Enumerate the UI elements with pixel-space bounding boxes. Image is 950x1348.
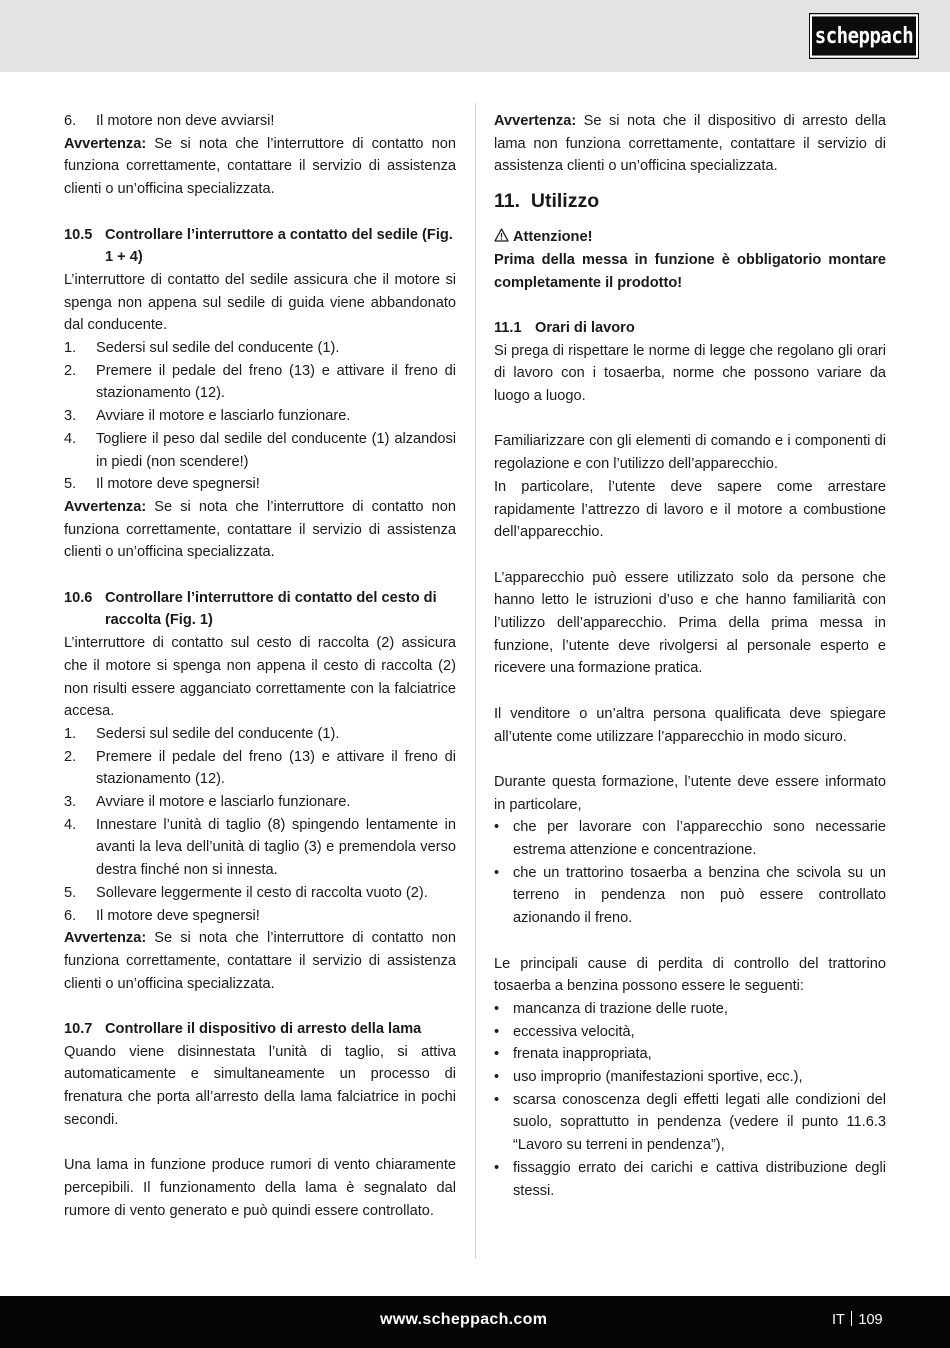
attention-text: Prima della messa in funzione è obbligatorio montare completamente il prodotto! xyxy=(494,251,886,291)
section-heading-10-7 xyxy=(64,1018,456,1041)
chapter-number: 11. xyxy=(494,190,521,213)
bullet-text: eccessiva velocità, xyxy=(513,1023,635,1040)
list-text: Sedersi sul sedile del conducente (1). xyxy=(96,725,340,742)
scheppach-logo: scheppach xyxy=(810,14,918,58)
header-bar xyxy=(0,0,950,72)
bullet-symbol: • xyxy=(494,1046,500,1063)
list-number: 4. xyxy=(64,816,77,833)
list-text: Premere il pedale del freno (13) e attivare il freno di stazionamento (12). xyxy=(96,362,456,402)
warning-paragraph xyxy=(64,496,456,564)
list-text: Il motore deve spegnersi! xyxy=(96,907,260,924)
paragraph: Quando viene disinnestata l’unità di taglio, si attiva automaticamente e simultaneamente un processo di frenatura che porta all’arresto della lama falciatrice in pochi secondi. xyxy=(64,1043,456,1128)
list-text: Il motore non deve avviarsi! xyxy=(96,113,275,129)
warning-triangle-icon xyxy=(494,228,509,242)
column-divider xyxy=(475,103,476,1259)
warning-label: Avvertenza: xyxy=(64,498,147,515)
bullet-text: che per lavorare con l’apparecchio sono necessarie estrema attenzione e concentrazione. xyxy=(513,819,886,859)
paragraph: Il venditore o un’altra persona qualificata deve spiegare all’utente come utilizzare l’apparecchio in modo sicuro. xyxy=(494,705,886,745)
warning-text: Se si nota che l’interruttore di contatto non funziona correttamente, contattare il servizio di assistenza clienti o un’officina specializzata. xyxy=(64,135,456,198)
list-item xyxy=(64,791,456,814)
warning-text: Se si nota che l’interruttore di contatto non funziona correttamente, contattare il servizio di assistenza clienti o un’officina specializzata. xyxy=(64,930,456,992)
section-title: Controllare il dispositivo di arresto della lama xyxy=(105,1021,422,1038)
paragraph: Durante questa formazione, l’utente deve essere informato in particolare, xyxy=(494,773,886,813)
bullet-list xyxy=(494,998,886,1202)
list-number: 1. xyxy=(64,340,77,357)
list-item xyxy=(64,905,456,928)
list-item xyxy=(64,814,456,882)
list-text: Togliere il peso dal sedile del conducente (1) alzandosi in piedi (non scendere!) xyxy=(96,430,456,470)
list-text: Avviare il motore e lasciarlo funzionare. xyxy=(96,408,351,425)
section-number: 10.5 xyxy=(64,226,93,243)
list-text: Avviare il motore e lasciarlo funzionare. xyxy=(96,794,351,811)
paragraph: Familiarizzare con gli elementi di comando e i componenti di regolazione e con l’utilizzo dell’apparecchio. xyxy=(494,433,886,473)
list-number: 3. xyxy=(64,794,77,811)
bullet-item xyxy=(494,1066,886,1089)
warning-label: Avvertenza: xyxy=(64,135,147,152)
chapter-heading xyxy=(494,186,886,216)
section-heading-10-5 xyxy=(64,224,456,269)
bullet-symbol: • xyxy=(494,819,500,836)
paragraph: Si prega di rispettare le norme di legge che regolano gli orari di lavoro con i tosaerba, norme che possono variare da luogo a luogo. xyxy=(494,342,886,405)
list-item xyxy=(64,405,456,428)
list-item xyxy=(64,746,456,791)
bullet-symbol: • xyxy=(494,1091,500,1108)
list-number: 5. xyxy=(64,476,77,493)
list-item xyxy=(64,882,456,905)
step-list xyxy=(64,337,456,496)
bullet-symbol: • xyxy=(494,1000,500,1017)
list-text: Premere il pedale del freno (13) e attivare il freno di stazionamento (12). xyxy=(96,748,456,788)
bullet-symbol: • xyxy=(494,864,500,881)
section-heading-11-1 xyxy=(494,317,886,340)
list-item xyxy=(64,428,456,473)
page-number: 109 xyxy=(858,1312,883,1328)
section-number: 11.1 xyxy=(494,319,522,336)
bullet-item xyxy=(494,1089,886,1157)
bullet-symbol: • xyxy=(494,1023,500,1040)
list-number: 2. xyxy=(64,362,77,379)
paragraph: Una lama in funzione produce rumori di vento chiaramente percepibili. Il funzionamento della lama è segnalato dal rumore di vento generato e può quindi essere controllato. xyxy=(64,1157,456,1219)
bullet-text: fissaggio errato dei carichi e cattiva distribuzione degli stessi. xyxy=(513,1159,886,1199)
list-number: 5. xyxy=(64,884,77,901)
paragraph: Le principali cause di perdita di controllo del trattorino tosaerba a benzina possono essere le seguenti: xyxy=(494,955,886,995)
bullet-item xyxy=(494,862,886,930)
bullet-item xyxy=(494,998,886,1021)
bullet-text: che un trattorino tosaerba a benzina che scivola su un terreno in pendenza non può essere controllato azionando il freno. xyxy=(513,864,886,927)
bullet-text: mancanza di trazione delle ruote, xyxy=(513,1000,728,1017)
list-number: 6. xyxy=(64,113,77,129)
bullet-symbol: • xyxy=(494,1159,500,1176)
list-item xyxy=(64,473,456,496)
warning-paragraph xyxy=(494,110,886,178)
bullet-text: uso improprio (manifestazioni sportive, ecc.), xyxy=(513,1069,803,1086)
list-item xyxy=(64,337,456,360)
list-text: Sollevare leggermente il cesto di raccolta vuoto (2). xyxy=(96,884,428,901)
paragraph: L’interruttore di contatto sul cesto di raccolta (2) assicura che il motore si spenga non appena il cesto di raccolta (2) non risulti essere agganciato correttamente con la falciatrice accesa. xyxy=(64,635,456,720)
separator xyxy=(851,1311,853,1326)
attention-title: Attenzione! xyxy=(513,229,593,246)
warning-label: Avvertenza: xyxy=(64,930,147,947)
right-column xyxy=(494,110,886,1202)
bullet-item xyxy=(494,1021,886,1044)
language-code: IT xyxy=(832,1312,845,1328)
list-text: Il motore deve spegnersi! xyxy=(96,476,260,493)
bullet-text: frenata inappropriata, xyxy=(513,1046,652,1063)
warning-label: Avvertenza: xyxy=(494,113,577,129)
website-link[interactable]: www.scheppach.com xyxy=(380,1311,548,1328)
chapter-title: Utilizzo xyxy=(530,190,600,213)
list-text: Sedersi sul sedile del conducente (1). xyxy=(96,340,340,357)
list-item xyxy=(64,360,456,405)
section-number: 10.6 xyxy=(64,589,93,606)
bullet-item xyxy=(494,816,886,861)
paragraph: L’interruttore di contatto del sedile assicura che il motore si spenga non appena sul sedile di guida viene abbandonato dal conducente. xyxy=(64,271,456,334)
bullet-symbol: • xyxy=(494,1069,500,1086)
list-number: 2. xyxy=(64,748,77,765)
paragraph: In particolare, l’utente deve sapere come arrestare rapidamente l’attrezzo di lavoro e il motore a combustione dell’apparecchio. xyxy=(494,478,886,541)
list-text: Innestare l’unità di taglio (8) spingendo lentamente in avanti la leva dell’unità di taglio (3) e premendola verso destra finché non si innesta. xyxy=(96,816,456,879)
list-item xyxy=(64,110,456,133)
list-number: 1. xyxy=(64,725,77,742)
list-number: 4. xyxy=(64,430,77,447)
bullet-text: scarsa conoscenza degli effetti legati alle condizioni del suolo, soprattutto in pendenza (vedere il punto 11.6.3 “Lavoro su terreni in pendenza”), xyxy=(513,1091,886,1154)
section-title: Controllare l’interruttore di contatto del cesto di raccolta (Fig. 1) xyxy=(105,589,437,629)
bullet-list xyxy=(494,816,886,930)
section-title: Orari di lavoro xyxy=(535,319,635,336)
section-heading-10-6 xyxy=(64,587,456,632)
bullet-item xyxy=(494,1157,886,1202)
attention-heading xyxy=(494,226,886,249)
footer-bar xyxy=(0,1296,950,1348)
list-number: 6. xyxy=(64,907,77,924)
left-column xyxy=(64,110,456,1222)
section-title: Controllare l’interruttore a contatto del sedile (Fig. 1 + 4) xyxy=(105,226,453,266)
bullet-item xyxy=(494,1043,886,1066)
warning-text: Se si nota che il dispositivo di arresto della lama non funziona correttamente, contattare il servizio di assistenza clienti o un’officina specializzata. xyxy=(494,113,886,175)
list-item xyxy=(64,723,456,746)
section-number: 10.7 xyxy=(64,1021,93,1038)
warning-paragraph xyxy=(64,927,456,995)
page-indicator xyxy=(832,1311,883,1328)
list-number: 3. xyxy=(64,408,77,425)
paragraph: L’apparecchio può essere utilizzato solo da persone che hanno letto le istruzioni d’uso e che hanno familiarità con l’utilizzo dell’apparecchio. Prima della prima messa in funzione, l’utente deve rivolgersi al personale esperto e ricevere una formazione pratica. xyxy=(494,569,886,677)
step-list xyxy=(64,723,456,927)
warning-paragraph xyxy=(64,133,456,201)
warning-text: Se si nota che l’interruttore di contatto non funziona correttamente, contattare il servizio di assistenza clienti o un’officina specializzata. xyxy=(64,498,456,561)
